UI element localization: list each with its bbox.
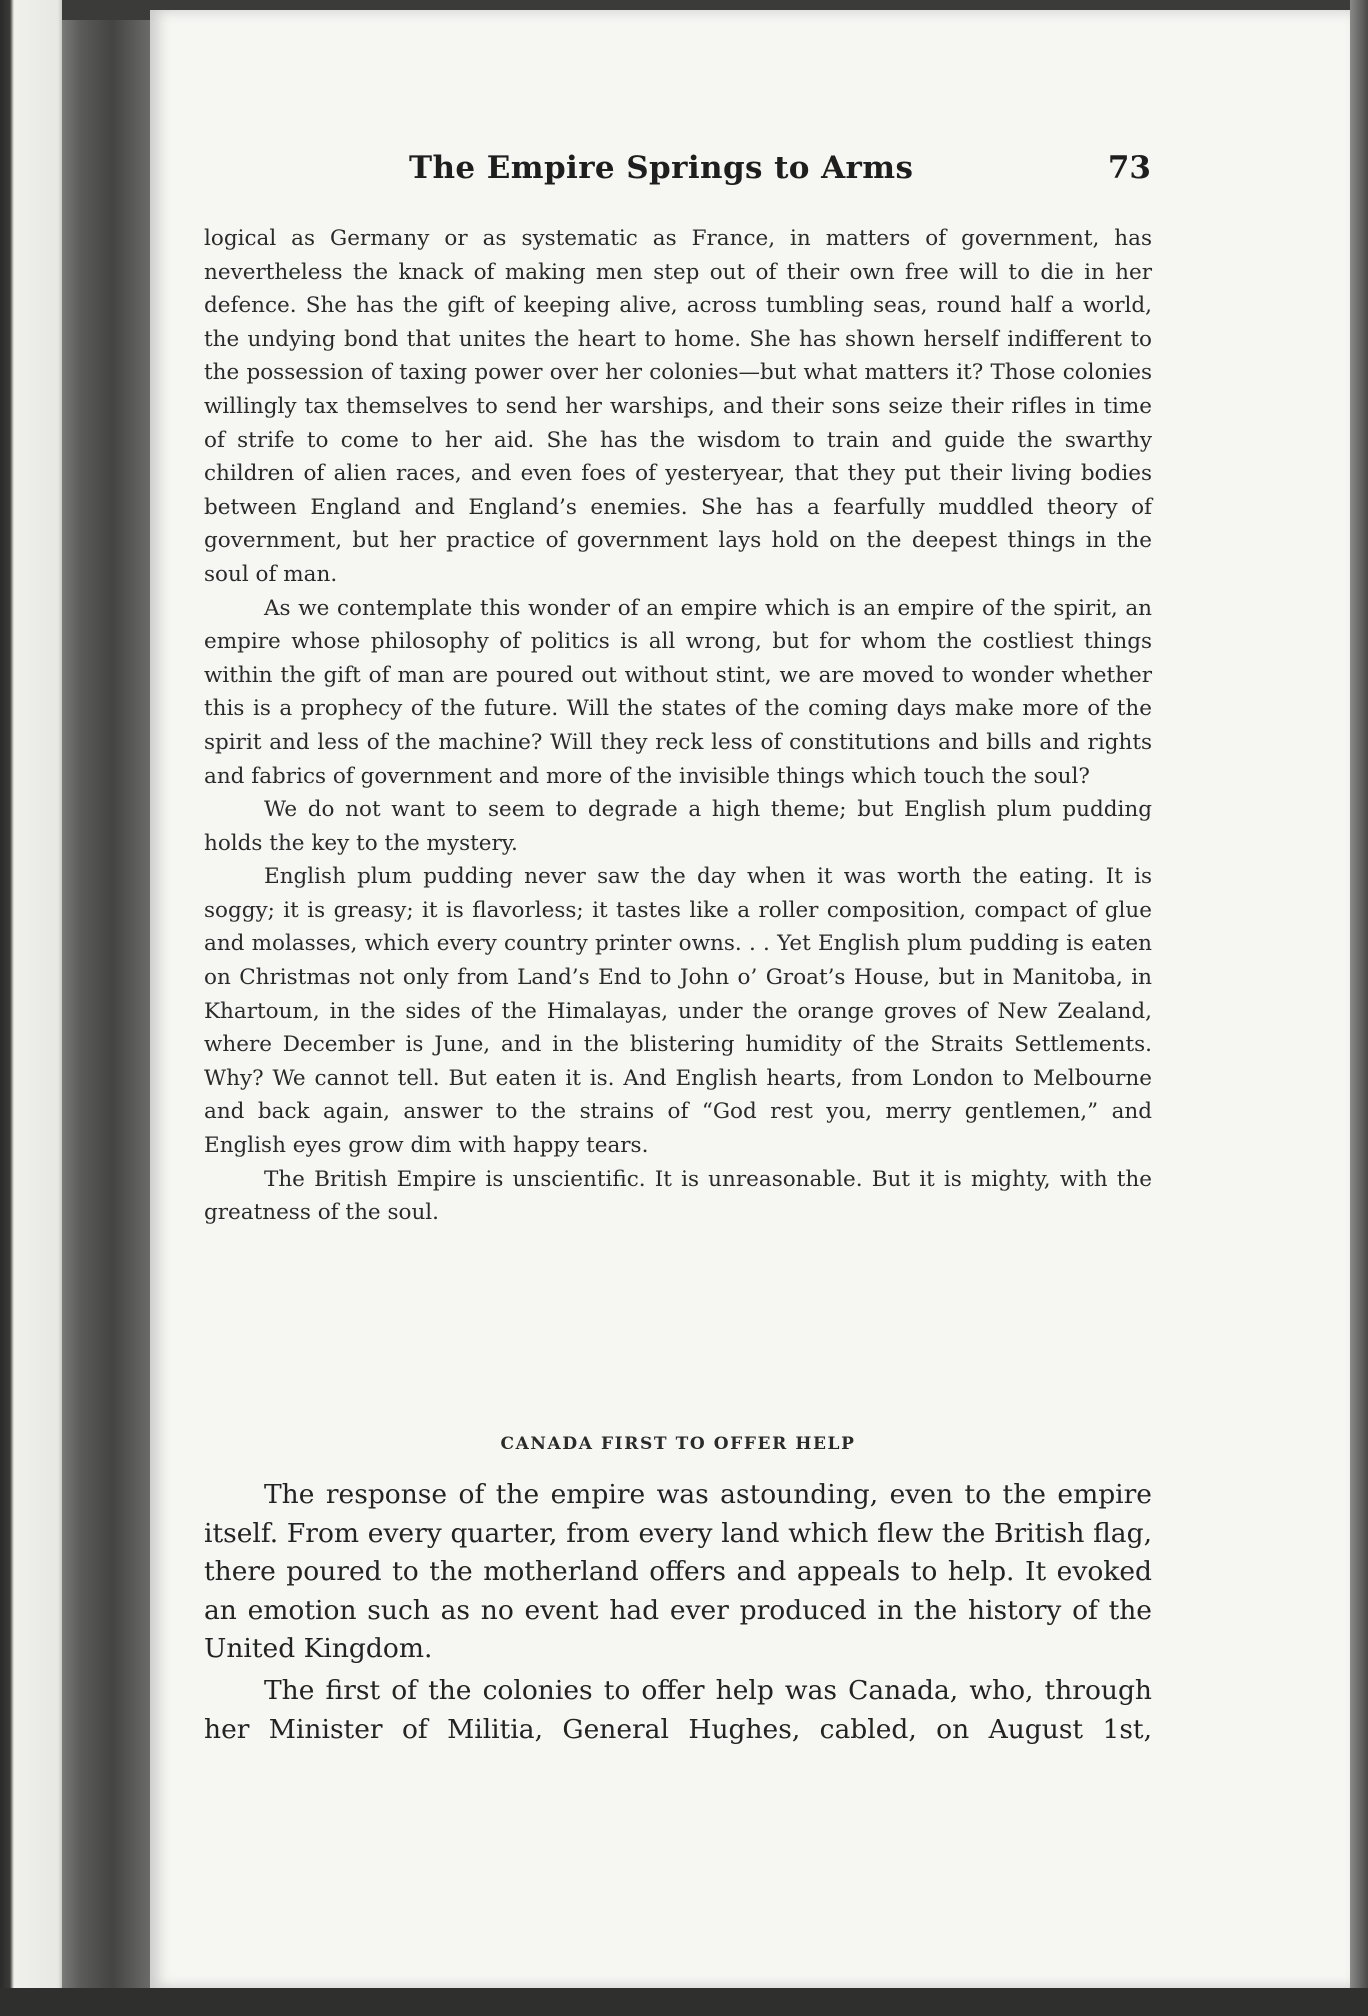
section-body-text xyxy=(204,1476,1152,1749)
paragraph: logical as Germany or as systematic as France, in matters of government, has nevertheless the knack of making men step out of their own free will to die in her defence. She has the gift of keeping alive, across tumbling seas, round half a world, the undying bond that unites the heart to home. She has shown herself indifferent to the possession of taxing power over her colonies—but what matters it? Those colonies willingly tax themselves to send her warships, and their sons seize their rifles in time of strife to come to her aid. She has the wisdom to train and guide the swarthy children of alien races, and even foes of yesteryear, that they put their living bodies between England and England’s enemies. She has a fearfully muddled theory of government, but her practice of government lays hold on the deepest things in the soul of man. xyxy=(204,226,1152,587)
section-paragraph: The first of the colonies to offer help was Canada, who, through her Minister of Militia, General Hughes, cabled, on August 1st, xyxy=(204,1674,1152,1745)
book-spine-gutter xyxy=(62,20,154,1996)
paragraph: The British Empire is unscientific. It is unreasonable. But it is mighty, with the greatness of the soul. xyxy=(204,1166,1152,1226)
page-number: 73 xyxy=(1107,150,1151,186)
section-heading: CANADA FIRST TO OFFER HELP xyxy=(500,1434,856,1454)
paragraph: English plum pudding never saw the day when it was worth the eating. It is soggy; it is greasy; it is flavorless; it tastes like a roller composition, compact of glue and molasses, which every country printer owns. . . Yet English plum pudding is eaten on Christmas not only from Land’s End to John o’ Groat’s House, but in Manitoba, in Khartoum, in the sides of the Himalayas, under the orange groves of New Zealand, where December is June, and in the blistering humidity of the Straits Settlements. Why? We cannot tell. But eaten it is. And English hearts, from London to Melbourne and back again, answer to the strains of “God rest you, merry gentlemen,” and English eyes grow dim with happy tears. xyxy=(204,864,1152,1159)
running-title: The Empire Springs to Arms xyxy=(409,150,914,186)
body-text xyxy=(204,222,1152,1230)
paragraph: We do not want to seem to degrade a high theme; but English plum pudding holds the key to the mystery. xyxy=(204,797,1152,856)
page-bottom-edge xyxy=(0,1988,1368,2016)
section-paragraph: The response of the empire was astounding, even to the empire itself. From every quarter, from every land which flew the British flag, there poured to the motherland offers and appeals to help. It evoked an emotion such as no event had ever produced in the history of the United Kingdom. xyxy=(204,1479,1152,1665)
page-right-edge xyxy=(1350,0,1368,2016)
facing-page-edge xyxy=(0,0,62,2016)
paragraph: As we contemplate this wonder of an empire which is an empire of the spirit, an empire whose philosophy of politics is all wrong, but for whom the costliest things within the gift of man are poured out without stint, we are moved to wonder whether this is a prophecy of the future. Will the states of the coming days make more of the spirit and less of the machine? Will they reck less of constitutions and bills and rights and fabrics of government and more of the invisible things which touch the soul? xyxy=(204,595,1152,789)
running-header xyxy=(204,150,1154,190)
